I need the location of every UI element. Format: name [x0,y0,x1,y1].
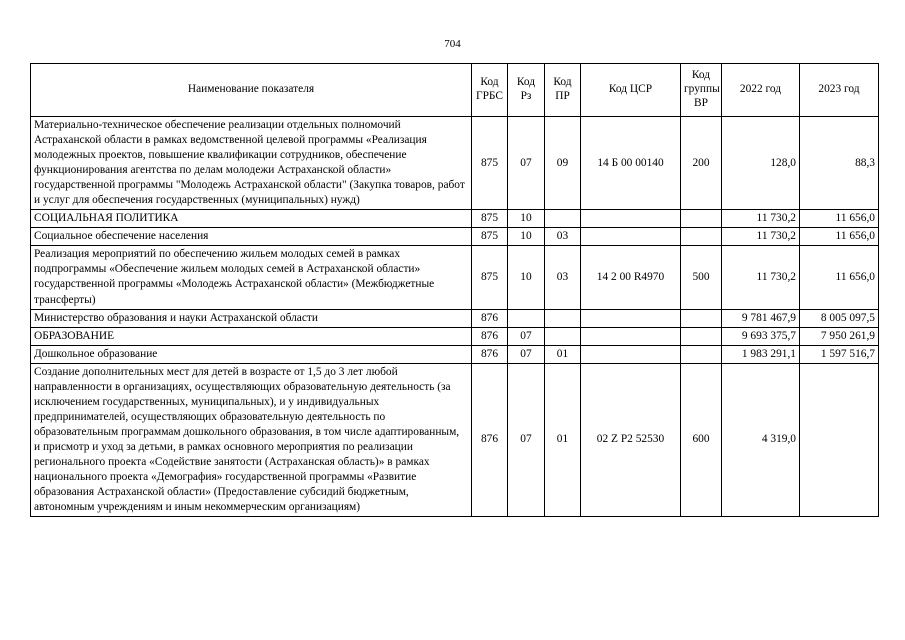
row-csr [581,210,681,228]
row-pr [545,327,581,345]
header-2022: 2022 год [722,64,800,117]
row-name: Министерство образования и науки Астраханской области [31,309,472,327]
row-csr [581,327,681,345]
table-row [31,228,879,246]
header-rz: Код Рз [508,64,545,117]
row-2023 [800,363,879,516]
table-row [31,363,879,516]
row-csr: 02 Z P2 52530 [581,363,681,516]
row-vr [681,309,722,327]
row-rz: 07 [508,345,545,363]
table-header-row [31,64,879,117]
header-csr: Код ЦСР [581,64,681,117]
row-pr: 09 [545,117,581,210]
table-row [31,345,879,363]
row-rz: 10 [508,210,545,228]
row-grbs: 876 [472,327,508,345]
row-2023: 11 656,0 [800,210,879,228]
row-csr: 14 2 00 R4970 [581,246,681,309]
row-2023: 8 005 097,5 [800,309,879,327]
row-pr [545,309,581,327]
row-pr: 03 [545,228,581,246]
row-pr: 01 [545,363,581,516]
table-row [31,210,879,228]
row-rz: 07 [508,117,545,210]
row-2023: 1 597 516,7 [800,345,879,363]
row-grbs: 875 [472,246,508,309]
row-2022: 11 730,2 [722,246,800,309]
row-name: Материально-техническое обеспечение реализации отдельных полномочий Астраханской области в рамках ведомственной целевой программы «Реализация молодежных проектов, повышение квалификации сотрудников, обеспечение функционирования агентства по делам молодежи Астраханской области» государственной программы "Молодежь Астраханской области" (Закупка товаров, работ и услуг для обеспечения государственных (муниципальных) нужд) [31,117,472,210]
row-pr [545,210,581,228]
row-name: Дошкольное образование [31,345,472,363]
row-2023: 88,3 [800,117,879,210]
row-csr [581,228,681,246]
header-vr: Код группы ВР [681,64,722,117]
row-vr: 200 [681,117,722,210]
row-pr: 03 [545,246,581,309]
header-2023: 2023 год [800,64,879,117]
row-2022: 9 781 467,9 [722,309,800,327]
table-row [31,246,879,309]
row-rz: 07 [508,363,545,516]
row-csr [581,309,681,327]
row-csr: 14 Б 00 00140 [581,117,681,210]
row-csr [581,345,681,363]
table-row [31,117,879,210]
row-grbs: 875 [472,210,508,228]
page-number: 704 [444,38,461,50]
budget-table [30,63,879,517]
table-row [31,327,879,345]
row-name: Создание дополнительных мест для детей в возрасте от 1,5 до 3 лет любой направленности в организациях, осуществляющих образовательную деятельность (за исключением государственных, муниципальных), и у индивидуальных предпринимателей, осуществляющих образовательную деятельность по образовательным программам дошкольного образования, в том числе адаптированным, и присмотр и уход за детьми, в рамках основного мероприятия по реализации регионального проекта «Содействие занятости (Астраханская область)» в рамках национального проекта «Демография» государственной программы «Развитие образования Астраханской области» (Предоставление субсидий бюджетным, автономным учреждениям и иным некоммерческим организациям) [31,363,472,516]
header-name: Наименование показателя [31,64,472,117]
row-name: ОБРАЗОВАНИЕ [31,327,472,345]
header-pr: Код ПР [545,64,581,117]
row-2022: 128,0 [722,117,800,210]
header-grbs: Код ГРБС [472,64,508,117]
row-grbs: 876 [472,363,508,516]
row-rz: 10 [508,246,545,309]
row-name: Реализация мероприятий по обеспечению жильем молодых семей в рамках подпрограммы «Обеспечение жильем молодых семей в Астраханской области» государственной программы «Молодежь Астраханской области» (Межбюджетные трансферты) [31,246,472,309]
row-name: Социальное обеспечение населения [31,228,472,246]
row-2022: 4 319,0 [722,363,800,516]
row-rz: 07 [508,327,545,345]
row-grbs: 875 [472,117,508,210]
row-2022: 11 730,2 [722,210,800,228]
row-grbs: 875 [472,228,508,246]
row-vr [681,345,722,363]
row-2023: 11 656,0 [800,228,879,246]
row-2023: 11 656,0 [800,246,879,309]
row-vr [681,228,722,246]
row-2023: 7 950 261,9 [800,327,879,345]
row-vr: 600 [681,363,722,516]
table-row [31,309,879,327]
row-2022: 11 730,2 [722,228,800,246]
row-rz [508,309,545,327]
row-name: СОЦИАЛЬНАЯ ПОЛИТИКА [31,210,472,228]
row-grbs: 876 [472,345,508,363]
row-vr: 500 [681,246,722,309]
row-vr [681,210,722,228]
row-rz: 10 [508,228,545,246]
row-vr [681,327,722,345]
row-grbs: 876 [472,309,508,327]
row-pr: 01 [545,345,581,363]
row-2022: 1 983 291,1 [722,345,800,363]
row-2022: 9 693 375,7 [722,327,800,345]
